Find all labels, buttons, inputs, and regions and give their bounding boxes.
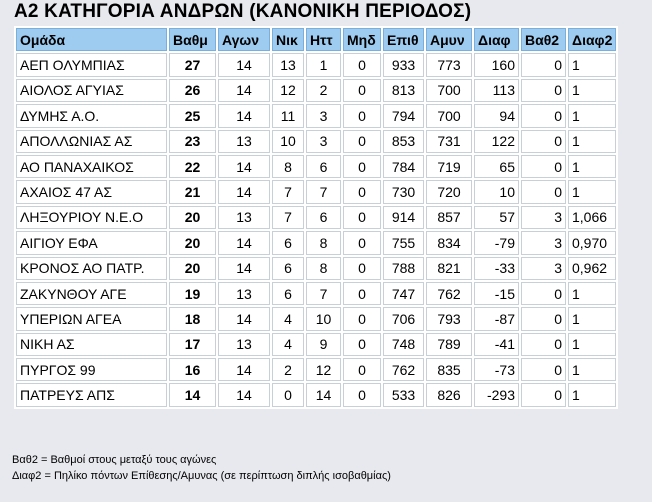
cell-points2: 0 (521, 130, 566, 153)
cell-wins: 6 (272, 257, 304, 280)
cell-games: 14 (218, 383, 270, 406)
cell-wins: 8 (272, 155, 304, 178)
cell-team-name: ΑΕΠ ΟΛΥΜΠΙΑΣ (16, 53, 167, 76)
cell-points: 14 (169, 383, 216, 406)
cell-wins: 7 (272, 206, 304, 229)
cell-points: 20 (169, 231, 216, 254)
cell-diff: 94 (474, 104, 519, 127)
cell-games: 13 (218, 206, 270, 229)
cell-losses: 3 (306, 130, 341, 153)
cell-games: 14 (218, 231, 270, 254)
footnote-diff2: Διαφ2 = Πηλίκο πόντων Επίθεσης/Αμυνας (σε περίπτωση διπλής ισοβαθμίας) (12, 470, 391, 482)
cell-zero: 0 (343, 383, 381, 406)
cell-losses: 14 (306, 383, 341, 406)
cell-conceded: 700 (426, 104, 472, 127)
cell-team-name: ΥΠΕΡΙΩΝ ΑΓΕΑ (16, 307, 167, 330)
cell-losses: 9 (306, 333, 341, 356)
table-row (16, 282, 616, 305)
cell-points2: 0 (521, 79, 566, 102)
cell-losses: 3 (306, 104, 341, 127)
cell-games: 14 (218, 155, 270, 178)
cell-games: 13 (218, 130, 270, 153)
table-row (16, 333, 616, 356)
col-header-points: Βαθμ (169, 28, 216, 51)
cell-scored: 730 (383, 180, 424, 203)
cell-games: 14 (218, 104, 270, 127)
cell-points2: 0 (521, 53, 566, 76)
cell-conceded: 834 (426, 231, 472, 254)
cell-diff2: 1 (568, 358, 616, 381)
cell-scored: 914 (383, 206, 424, 229)
cell-losses: 8 (306, 231, 341, 254)
cell-points: 18 (169, 307, 216, 330)
cell-games: 13 (218, 282, 270, 305)
cell-zero: 0 (343, 307, 381, 330)
cell-losses: 6 (306, 155, 341, 178)
col-header-scored: Επιθ (383, 28, 424, 51)
cell-diff: -87 (474, 307, 519, 330)
header-row (16, 28, 616, 51)
cell-points2: 0 (521, 155, 566, 178)
cell-games: 13 (218, 333, 270, 356)
cell-diff: -15 (474, 282, 519, 305)
table-row (16, 155, 616, 178)
cell-games: 14 (218, 180, 270, 203)
cell-conceded: 719 (426, 155, 472, 178)
cell-scored: 747 (383, 282, 424, 305)
cell-scored: 762 (383, 358, 424, 381)
cell-wins: 6 (272, 231, 304, 254)
table-row (16, 358, 616, 381)
cell-zero: 0 (343, 257, 381, 280)
cell-conceded: 720 (426, 180, 472, 203)
cell-scored: 794 (383, 104, 424, 127)
cell-points: 27 (169, 53, 216, 76)
table-row (16, 383, 616, 406)
table-row (16, 130, 616, 153)
cell-scored: 784 (383, 155, 424, 178)
cell-scored: 788 (383, 257, 424, 280)
cell-diff2: 1,066 (568, 206, 616, 229)
cell-points2: 0 (521, 383, 566, 406)
cell-wins: 4 (272, 333, 304, 356)
cell-team-name: ΔΥΜΗΣ Α.Ο. (16, 104, 167, 127)
cell-team-name: ΑΧΑΙΟΣ 47 ΑΣ (16, 180, 167, 203)
table-row (16, 307, 616, 330)
cell-team-name: ΝΙΚΗ ΑΣ (16, 333, 167, 356)
cell-points: 19 (169, 282, 216, 305)
cell-scored: 706 (383, 307, 424, 330)
cell-conceded: 762 (426, 282, 472, 305)
cell-games: 14 (218, 79, 270, 102)
col-header-points2: Βαθ2 (521, 28, 566, 51)
cell-diff2: 1 (568, 383, 616, 406)
cell-losses: 6 (306, 206, 341, 229)
cell-wins: 7 (272, 180, 304, 203)
cell-conceded: 821 (426, 257, 472, 280)
cell-diff2: 1 (568, 130, 616, 153)
cell-points2: 0 (521, 358, 566, 381)
cell-zero: 0 (343, 282, 381, 305)
cell-diff2: 1 (568, 307, 616, 330)
cell-points2: 3 (521, 257, 566, 280)
cell-zero: 0 (343, 53, 381, 76)
col-header-games: Αγων (218, 28, 270, 51)
cell-points2: 0 (521, 333, 566, 356)
cell-losses: 12 (306, 358, 341, 381)
col-header-losses: Ηττ (306, 28, 341, 51)
cell-diff: -73 (474, 358, 519, 381)
table-row (16, 206, 616, 229)
cell-wins: 4 (272, 307, 304, 330)
col-header-diff: Διαφ (474, 28, 519, 51)
cell-losses: 8 (306, 257, 341, 280)
cell-zero: 0 (343, 231, 381, 254)
cell-points: 16 (169, 358, 216, 381)
cell-points2: 0 (521, 282, 566, 305)
col-header-zero: Μηδ (343, 28, 381, 51)
cell-diff: -33 (474, 257, 519, 280)
cell-points: 22 (169, 155, 216, 178)
cell-team-name: ΛΗΞΟΥΡΙΟΥ Ν.Ε.Ο (16, 206, 167, 229)
cell-diff2: 1 (568, 53, 616, 76)
cell-points2: 0 (521, 180, 566, 203)
cell-wins: 0 (272, 383, 304, 406)
cell-points: 20 (169, 206, 216, 229)
col-header-wins: Νικ (272, 28, 304, 51)
cell-diff: -293 (474, 383, 519, 406)
cell-points: 21 (169, 180, 216, 203)
cell-points: 20 (169, 257, 216, 280)
cell-zero: 0 (343, 333, 381, 356)
cell-diff2: 0,970 (568, 231, 616, 254)
cell-points: 17 (169, 333, 216, 356)
cell-team-name: ΑΠΟΛΛΩΝΙΑΣ ΑΣ (16, 130, 167, 153)
cell-conceded: 826 (426, 383, 472, 406)
cell-diff: -41 (474, 333, 519, 356)
table-row (16, 257, 616, 280)
cell-losses: 2 (306, 79, 341, 102)
table-row (16, 180, 616, 203)
cell-diff: 10 (474, 180, 519, 203)
cell-diff: -79 (474, 231, 519, 254)
cell-games: 14 (218, 307, 270, 330)
cell-losses: 1 (306, 53, 341, 76)
cell-conceded: 835 (426, 358, 472, 381)
page-title: Α2 ΚΑΤΗΓΟΡΙΑ ΑΝΔΡΩΝ (ΚΑΝΟΝΙΚΗ ΠΕΡΙΟΔΟΣ) (14, 1, 472, 22)
table-row (16, 79, 616, 102)
cell-diff2: 1 (568, 333, 616, 356)
cell-team-name: ΠΥΡΓΟΣ 99 (16, 358, 167, 381)
cell-zero: 0 (343, 206, 381, 229)
cell-diff: 160 (474, 53, 519, 76)
cell-team-name: ΠΑΤΡΕΥΣ ΑΠΣ (16, 383, 167, 406)
cell-diff2: 1 (568, 282, 616, 305)
cell-wins: 2 (272, 358, 304, 381)
cell-points2: 3 (521, 231, 566, 254)
cell-scored: 933 (383, 53, 424, 76)
cell-diff2: 1 (568, 79, 616, 102)
cell-wins: 10 (272, 130, 304, 153)
cell-scored: 813 (383, 79, 424, 102)
cell-scored: 748 (383, 333, 424, 356)
cell-diff2: 0,962 (568, 257, 616, 280)
table-row (16, 104, 616, 127)
cell-points2: 0 (521, 104, 566, 127)
cell-points: 25 (169, 104, 216, 127)
table-row (16, 53, 616, 76)
cell-conceded: 857 (426, 206, 472, 229)
cell-points: 23 (169, 130, 216, 153)
cell-points: 26 (169, 79, 216, 102)
cell-points2: 3 (521, 206, 566, 229)
cell-diff2: 1 (568, 155, 616, 178)
footnote-points2: Βαθ2 = Βαθμοί στους μεταξύ τους αγώνες (12, 454, 217, 466)
cell-scored: 533 (383, 383, 424, 406)
cell-conceded: 773 (426, 53, 472, 76)
cell-conceded: 731 (426, 130, 472, 153)
col-header-diff2: Διαφ2 (568, 28, 616, 51)
cell-team-name: ΑΟ ΠΑΝΑΧΑΙΚΟΣ (16, 155, 167, 178)
cell-wins: 6 (272, 282, 304, 305)
cell-diff: 122 (474, 130, 519, 153)
cell-zero: 0 (343, 104, 381, 127)
cell-zero: 0 (343, 79, 381, 102)
table-row (16, 231, 616, 254)
cell-conceded: 793 (426, 307, 472, 330)
cell-games: 14 (218, 53, 270, 76)
cell-losses: 7 (306, 282, 341, 305)
cell-diff: 113 (474, 79, 519, 102)
cell-zero: 0 (343, 155, 381, 178)
cell-zero: 0 (343, 130, 381, 153)
cell-wins: 11 (272, 104, 304, 127)
cell-diff2: 1 (568, 180, 616, 203)
cell-wins: 12 (272, 79, 304, 102)
cell-diff: 65 (474, 155, 519, 178)
cell-wins: 13 (272, 53, 304, 76)
cell-diff: 57 (474, 206, 519, 229)
cell-team-name: ΑΙΓΙΟΥ ΕΦΑ (16, 231, 167, 254)
standings-table (14, 26, 618, 409)
cell-conceded: 700 (426, 79, 472, 102)
cell-points2: 0 (521, 307, 566, 330)
footnotes (12, 452, 391, 484)
cell-losses: 10 (306, 307, 341, 330)
cell-zero: 0 (343, 358, 381, 381)
cell-scored: 853 (383, 130, 424, 153)
cell-losses: 7 (306, 180, 341, 203)
col-header-team: Ομάδα (16, 28, 167, 51)
cell-games: 14 (218, 257, 270, 280)
cell-scored: 755 (383, 231, 424, 254)
cell-diff2: 1 (568, 104, 616, 127)
cell-conceded: 789 (426, 333, 472, 356)
col-header-conceded: Αμυν (426, 28, 472, 51)
cell-team-name: ΖΑΚΥΝΘΟΥ ΑΓΕ (16, 282, 167, 305)
cell-games: 14 (218, 358, 270, 381)
cell-team-name: ΚΡΟΝΟΣ ΑΟ ΠΑΤΡ. (16, 257, 167, 280)
cell-zero: 0 (343, 180, 381, 203)
cell-team-name: ΑΙΟΛΟΣ ΑΓΥΙΑΣ (16, 79, 167, 102)
